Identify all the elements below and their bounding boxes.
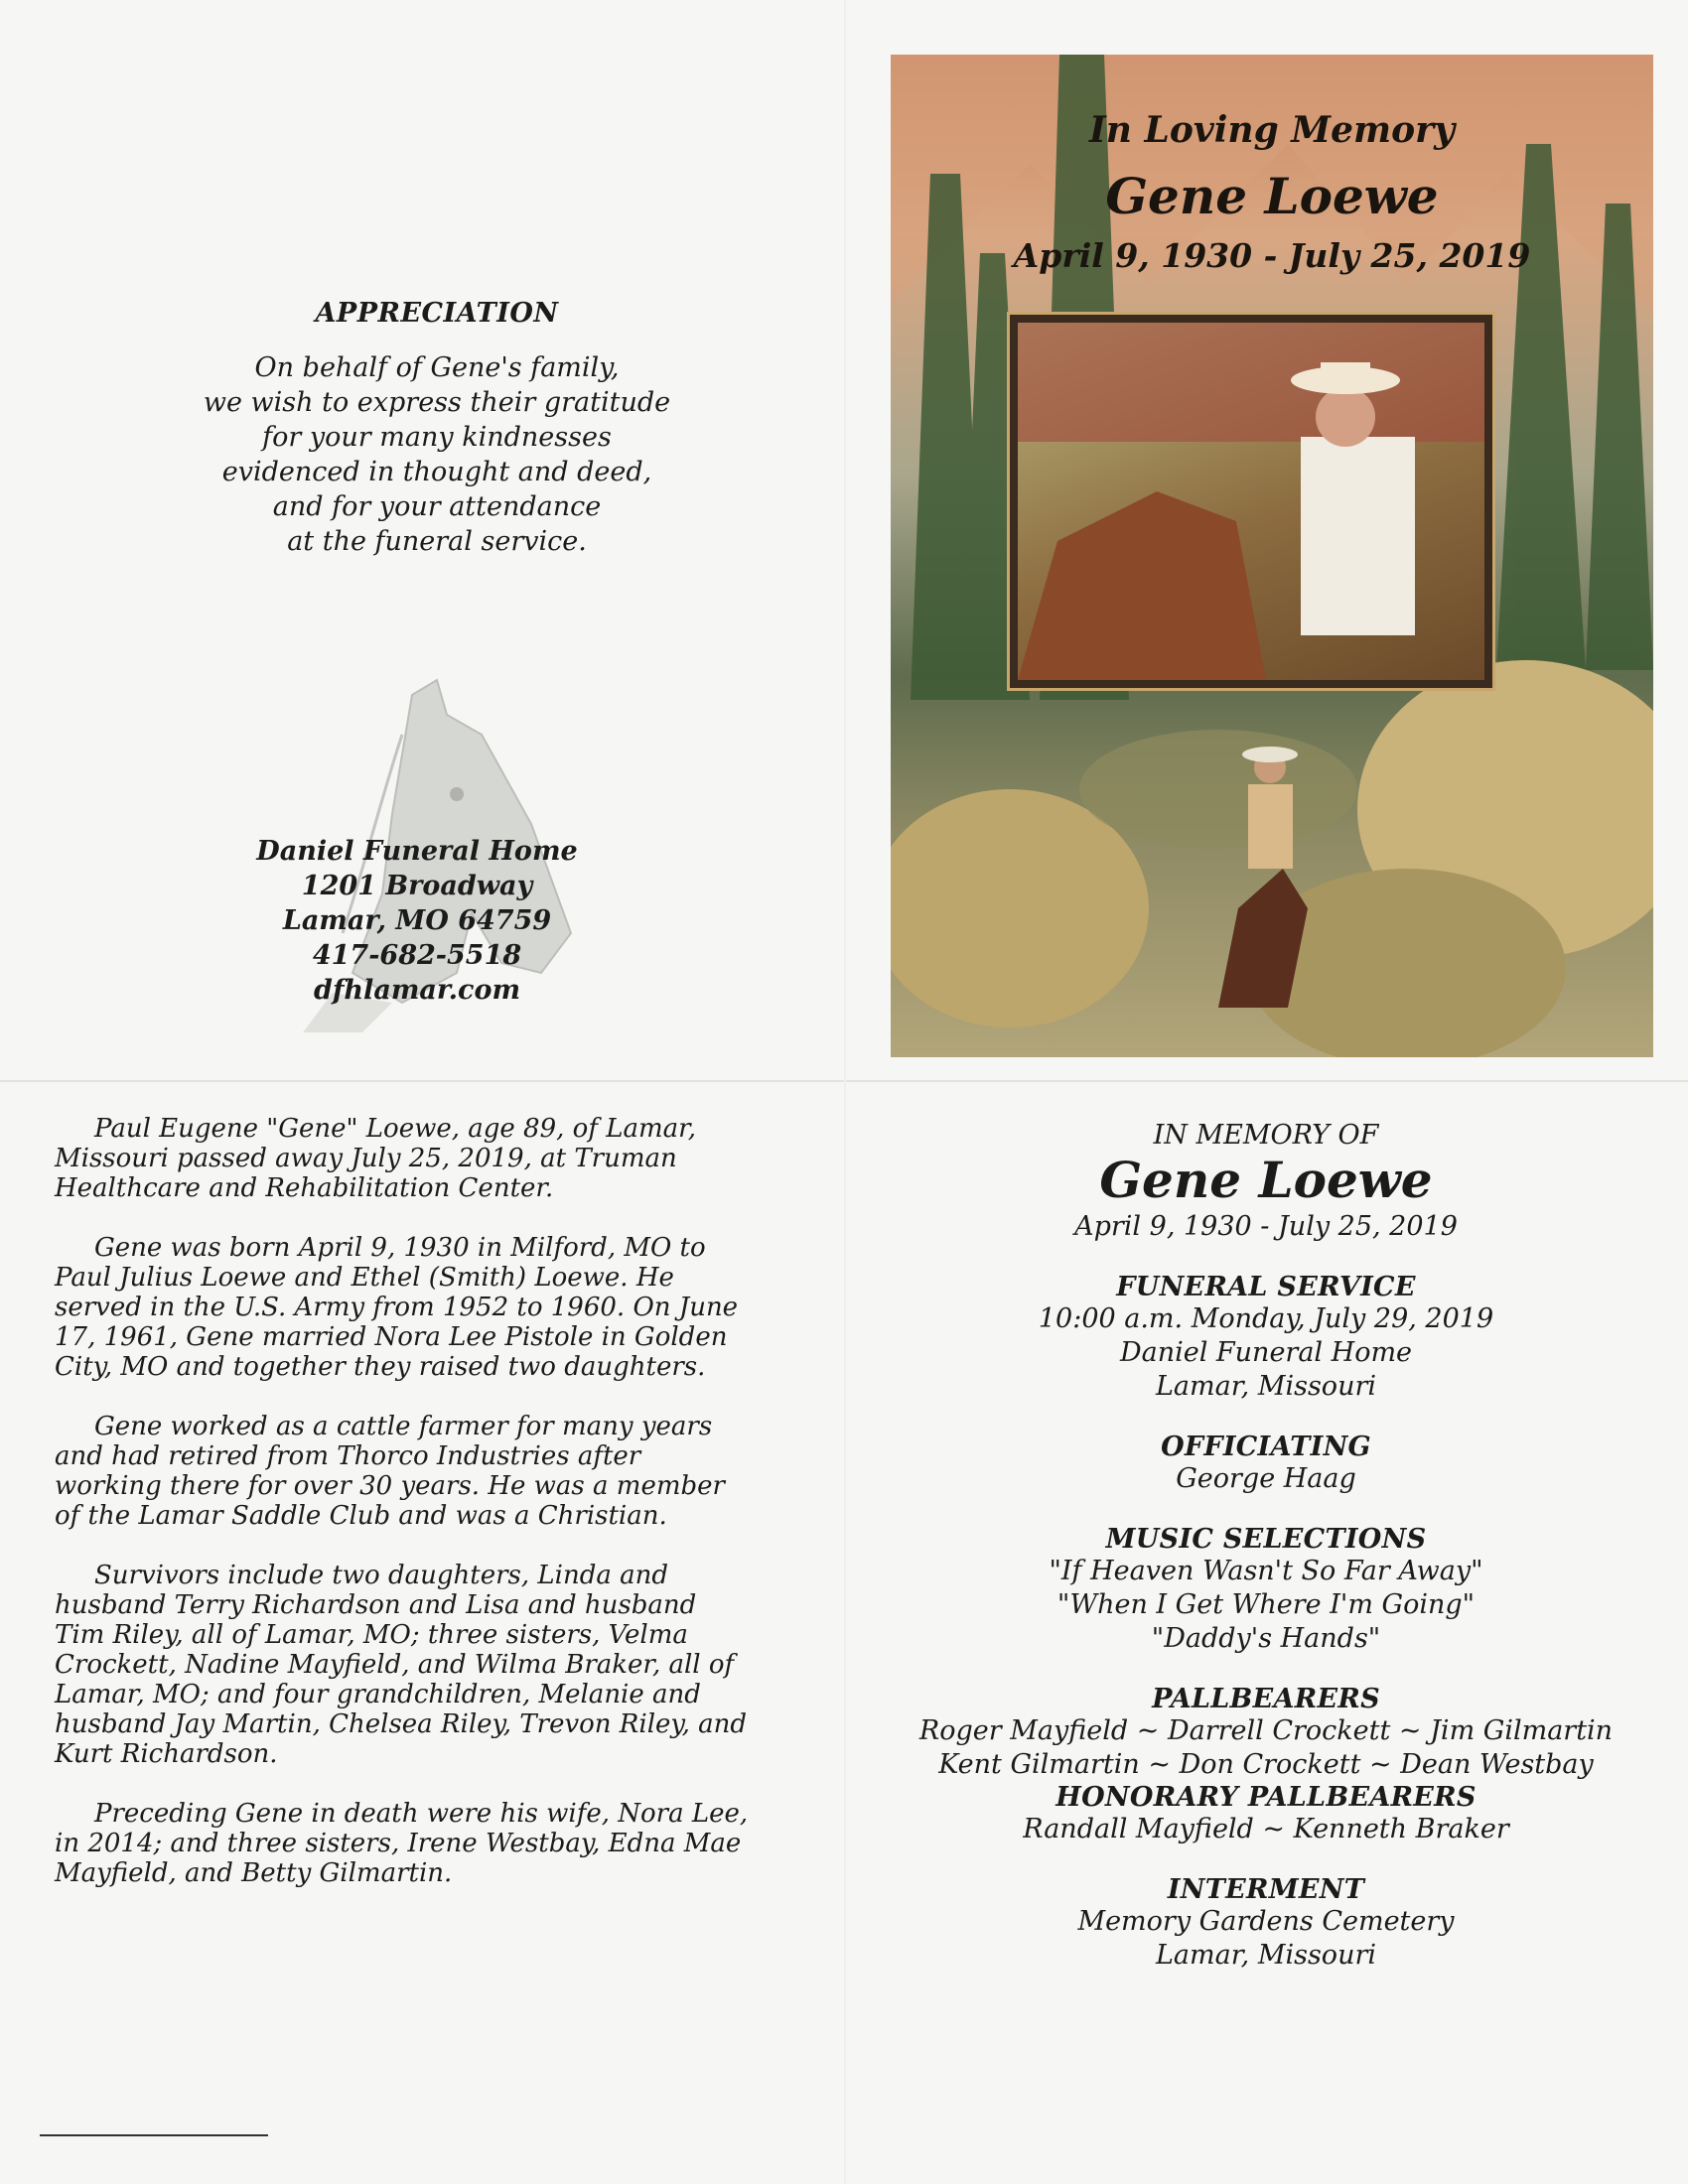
officiating-heading: OFFICIATING	[1161, 1432, 1371, 1462]
obituary-paragraph: Survivors include two daughters, Linda and husband Terry Richardson and Lisa and husband Tim Riley, all of Lamar, MO; three sisters, Velma Crockett, Nadine Mayfield, and Wilma Braker, all of Lamar, MO; and four grandchildren, Melanie and husband Jay Martin, Chelsea Riley, Trevon Riley, and Kurt Richardson.	[55, 1561, 748, 1769]
signature-line	[40, 2134, 268, 2136]
appreciation-heading: APPRECIATION	[315, 298, 559, 329]
music-selection: "When I Get Where I'm Going"	[1056, 1589, 1476, 1620]
funeral-home-street: 1201 Broadway	[301, 871, 533, 901]
appreciation-line: we wish to express their gratitude	[203, 387, 671, 418]
obituary-paragraph: Paul Eugene "Gene" Loewe, age 89, of Lamar, Missouri passed away July 25, 2019, at Truman Healthcare and Rehabilitation Center.	[55, 1114, 696, 1203]
service-program	[874, 1120, 1658, 1973]
music-selection: "If Heaven Wasn't So Far Away"	[1049, 1556, 1483, 1586]
cover-dates: April 9, 1930 - July 25, 2019	[1013, 236, 1531, 275]
music-section	[874, 1524, 1658, 1656]
cover-artwork	[891, 55, 1653, 1057]
obituary-paragraph: Gene was born April 9, 1930 in Milford, MO to Paul Julius Loewe and Ethel (Smith) Loewe. He served in the U.S. Army from 1952 to 1960. On June 17, 1961, Gene married Nora Lee Pistole in Golden City, MO and together they raised two daughters.	[55, 1233, 739, 1382]
funeral-home-name: Daniel Funeral Home	[256, 836, 578, 867]
appreciation-message	[70, 350, 804, 559]
service-location: Daniel Funeral Home	[1119, 1337, 1413, 1368]
program-name: Gene Loewe	[1099, 1151, 1433, 1209]
appreciation-line: On behalf of Gene's family,	[254, 352, 620, 383]
funeral-home-website: dfhlamar.com	[313, 975, 521, 1006]
music-heading: MUSIC SELECTIONS	[1105, 1524, 1427, 1555]
interment-section	[874, 1874, 1658, 1973]
honorary-pallbearers-line: Randall Mayfield ~ Kenneth Braker	[1023, 1814, 1509, 1844]
honorary-pallbearers-heading: HONORARY PALLBEARERS	[1055, 1782, 1477, 1813]
funeral-home-phone: 417-682-5518	[312, 940, 522, 971]
service-city: Lamar, Missouri	[1155, 1371, 1376, 1402]
program-dates: April 9, 1930 - July 25, 2019	[1074, 1211, 1458, 1242]
cemetery-name: Memory Gardens Cemetery	[1077, 1906, 1455, 1937]
officiant-name: George Haag	[1176, 1463, 1356, 1494]
pallbearers-line: Kent Gilmartin ~ Don Crockett ~ Dean Westbay	[938, 1749, 1594, 1780]
officiating-section	[874, 1432, 1658, 1496]
appreciation-section	[70, 298, 804, 559]
cover-heading: In Loving Memory	[1088, 109, 1456, 151]
pallbearers-section	[874, 1684, 1658, 1846]
obituary-text	[55, 1114, 750, 1918]
cover-name: Gene Loewe	[1105, 167, 1439, 225]
obituary-paragraph: Gene worked as a cattle farmer for many years and had retired from Thorco Industries after working there for over 30 years. He was a member of the Lamar Saddle Club and was a Christian.	[55, 1412, 725, 1531]
appreciation-line: for your many kindnesses	[262, 422, 612, 453]
pallbearers-line: Roger Mayfield ~ Darrell Crockett ~ Jim Gilmartin	[918, 1715, 1614, 1746]
appreciation-line: and for your attendance	[272, 491, 602, 522]
funeral-service-section	[874, 1272, 1658, 1404]
service-time: 10:00 a.m. Monday, July 29, 2019	[1038, 1303, 1494, 1334]
appreciation-line: evidenced in thought and deed,	[221, 457, 652, 487]
pallbearers-heading: PALLBEARERS	[1152, 1684, 1380, 1714]
portrait-photo	[1010, 315, 1492, 688]
cemetery-city: Lamar, Missouri	[1155, 1940, 1376, 1971]
in-memory-of-heading: IN MEMORY OF	[1153, 1120, 1379, 1151]
funeral-home-address	[169, 834, 665, 1008]
appreciation-line: at the funeral service.	[287, 526, 587, 557]
music-selection: "Daddy's Hands"	[1151, 1623, 1381, 1654]
page-center-fold	[844, 0, 846, 2184]
funeral-home-city: Lamar, MO 64759	[282, 905, 552, 936]
funeral-service-heading: FUNERAL SERVICE	[1116, 1272, 1416, 1302]
obituary-paragraph: Preceding Gene in death were his wife, Nora Lee, in 2014; and three sisters, Irene Westbay, Edna Mae Mayfield, and Betty Gilmartin.	[55, 1799, 749, 1888]
interment-heading: INTERMENT	[1167, 1874, 1365, 1905]
